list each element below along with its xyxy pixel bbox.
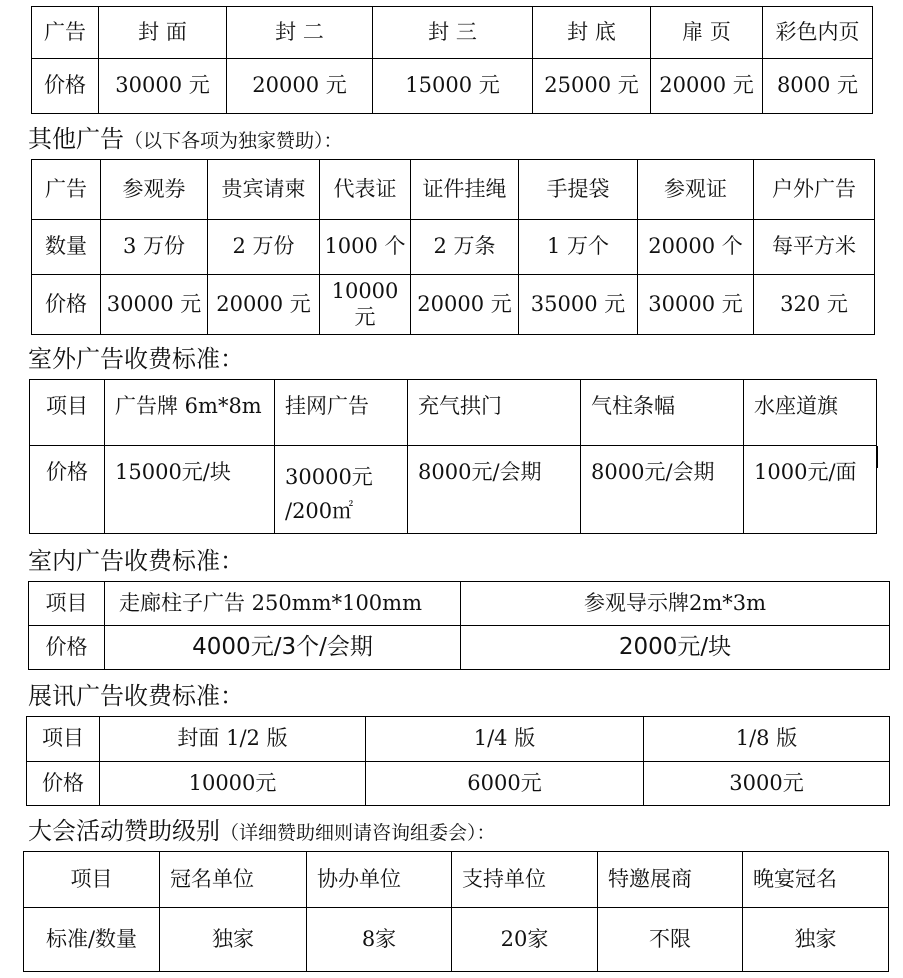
table-header-cell: 晚宴冠名 — [743, 852, 889, 908]
table-cell: 1000元/面 — [744, 446, 877, 534]
table-cell: 独家 — [160, 908, 307, 972]
table-header-cell: 挂网广告 — [275, 380, 408, 446]
table-header-cell: 封 三 — [373, 7, 533, 59]
table-cell: 不限 — [598, 908, 743, 972]
table-cell: 20000 元 — [227, 59, 373, 114]
table-header-cell: 气柱条幅 — [581, 380, 744, 446]
table-cell: 6000元 — [366, 762, 644, 806]
table-header-cell: 封 面 — [99, 7, 227, 59]
table-cell: 标准/数量 — [24, 908, 160, 972]
table-header-cell: 封 二 — [227, 7, 373, 59]
table-header-cell: 走廊柱子广告 250mm*100mm — [105, 582, 461, 626]
table-header-cell: 参观证 — [638, 160, 754, 220]
table-cell: 30000 元 — [101, 275, 208, 335]
table-cell: 8家 — [307, 908, 452, 972]
table-cell: 2 万份 — [208, 220, 320, 275]
table-cell: 10000元 — [100, 762, 366, 806]
table-header-cell: 冠名单位 — [160, 852, 307, 908]
table-cell: 15000元/块 — [105, 446, 275, 534]
table-cell: 30000 元 — [638, 275, 754, 335]
table-cell: 8000元/会期 — [581, 446, 744, 534]
table-cell: 4000元/3个/会期 — [105, 626, 461, 670]
table-cell: 320 元 — [754, 275, 875, 335]
table-header-cell: 1/4 版 — [366, 717, 644, 762]
table-header-cell: 手提袋 — [519, 160, 638, 220]
table-header-cell: 户外广告 — [754, 160, 875, 220]
table-header-cell: 代表证 — [320, 160, 411, 220]
price-line: 30000元 — [285, 465, 373, 489]
table-header-cell: 贵宾请柬 — [208, 160, 320, 220]
table-header-cell: 协办单位 — [307, 852, 452, 908]
table-cell: 价格 — [27, 762, 100, 806]
table-header-cell: 封面 1/2 版 — [100, 717, 366, 762]
table-header-cell: 项目 — [24, 852, 160, 908]
section-title-indoor: 室内广告收费标准： — [28, 547, 244, 575]
table-cell: 1000 个 — [320, 220, 411, 275]
table-header-cell: 参观券 — [101, 160, 208, 220]
table-header-cell: 封 底 — [533, 7, 651, 59]
table-cell: 价格 — [29, 626, 105, 670]
table-cell: 数量 — [32, 220, 101, 275]
section-title-newsletter: 展讯广告收费标准： — [28, 682, 244, 710]
table-cell: 价格 — [30, 446, 105, 534]
table-cell: 10000 元 — [320, 275, 411, 335]
table-header-cell: 参观导示牌2m*3m — [461, 582, 890, 626]
other-ads-table — [31, 159, 875, 335]
table-cell: 25000 元 — [533, 59, 651, 114]
newsletter-ads-table — [26, 716, 890, 806]
table-header-cell: 扉 页 — [651, 7, 763, 59]
table-cell: 30000 元 — [99, 59, 227, 114]
table-header-cell: 充气拱门 — [408, 380, 581, 446]
table-cell: 15000 元 — [373, 59, 533, 114]
table-header-cell: 水座道旗 — [744, 380, 877, 446]
table-cell: 2000元/块 — [461, 626, 890, 670]
table-cell: 8000元/会期 — [408, 446, 581, 534]
table-cell: 1 万个 — [519, 220, 638, 275]
table-cell: 价格 — [32, 59, 99, 114]
table-cell — [275, 446, 408, 534]
table-cell: 35000 元 — [519, 275, 638, 335]
table-cell: 每平方米 — [754, 220, 875, 275]
table-header-cell: 广告牌 6m*8m — [105, 380, 275, 446]
table-header-cell: 支持单位 — [452, 852, 598, 908]
table-header-cell: 项目 — [27, 717, 100, 762]
table-header-cell: 彩色内页 — [763, 7, 873, 59]
table-cell: 20000 元 — [411, 275, 519, 335]
section-title-outdoor: 室外广告收费标准： — [28, 345, 244, 373]
section-title-sponsorship: 大会活动赞助级别（详细赞助细则请咨询组委会）： — [28, 817, 496, 845]
table-cell: 2 万条 — [411, 220, 519, 275]
table-cell: 20家 — [452, 908, 598, 972]
text-cursor — [876, 446, 878, 468]
outdoor-ads-table — [29, 379, 877, 534]
table-cell: 20000 元 — [651, 59, 763, 114]
table-cell: 8000 元 — [763, 59, 873, 114]
table-header-cell: 广告 — [32, 160, 101, 220]
table-cell: 价格 — [32, 275, 101, 335]
table-header-cell: 特邀展商 — [598, 852, 743, 908]
sponsorship-table — [23, 851, 889, 972]
table-header-cell: 项目 — [29, 582, 105, 626]
table-header-cell: 项目 — [30, 380, 105, 446]
table-cell: 3 万份 — [101, 220, 208, 275]
table-header-cell: 广告 — [32, 7, 99, 59]
table-cell: 独家 — [743, 908, 889, 972]
table-header-cell: 证件挂绳 — [411, 160, 519, 220]
table-header-cell: 1/8 版 — [644, 717, 890, 762]
print-ad-table — [31, 6, 873, 114]
indoor-ads-table — [28, 581, 890, 670]
table-cell: 20000 元 — [208, 275, 320, 335]
table-cell: 3000元 — [644, 762, 890, 806]
section-title-other-ads: 其他广告（以下各项为独家赞助）： — [28, 125, 343, 153]
table-cell: 20000 个 — [638, 220, 754, 275]
price-line: /200㎡ — [285, 499, 354, 523]
